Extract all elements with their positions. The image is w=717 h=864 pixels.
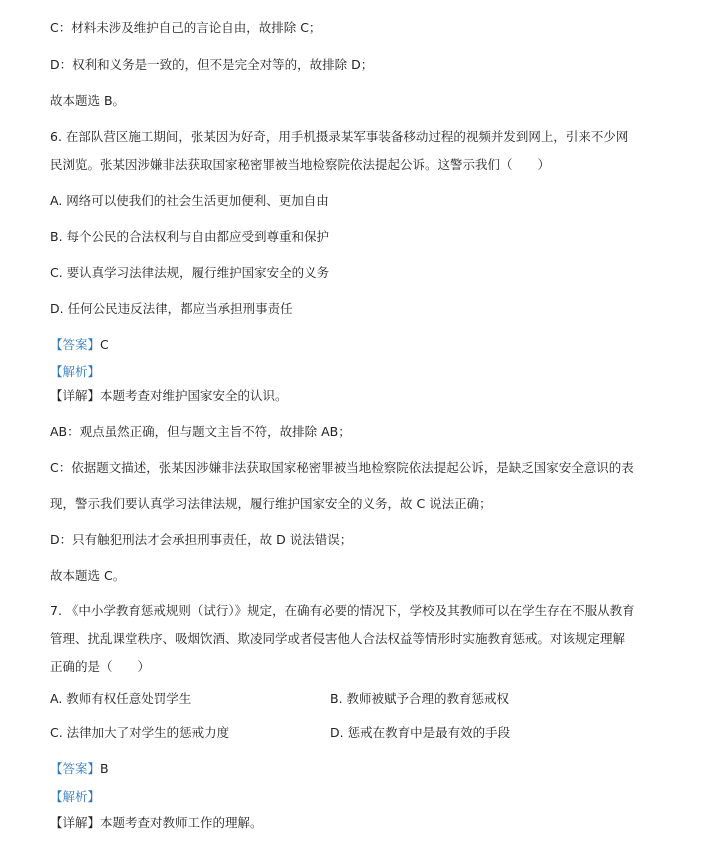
question-7-option-d: D. 惩戒在教育中是最有效的手段 [330, 725, 511, 740]
question-6-detail [50, 388, 288, 404]
explanation-line: D：权利和义务是一致的，但不是完全对等的，故排除 D； [50, 57, 374, 72]
question-6-option-c: C. 要认真学习法律法规，履行维护国家安全的义务 [50, 265, 330, 280]
analysis-tag: 【解析】 [50, 364, 101, 379]
explanation-line: D：只有触犯刑法才会承担刑事责任，故 D 说法错误； [50, 532, 353, 547]
question-6-stem: 民浏览。张某因涉嫌非法获取国家秘密罪被当地检察院依法提起公诉。这警示我们（ ） [50, 157, 551, 172]
explanation-line: C：依据题文描述，张某因涉嫌非法获取国家秘密罪被当地检察院依法提起公诉，是缺乏国家安全意识的表 [50, 460, 634, 475]
analysis-tag: 【解析】 [50, 789, 101, 804]
question-6-stem: 6. 在部队营区施工期间，张某因为好奇，用手机摄录某军事装备移动过程的视频并发到网上，引来不少网 [50, 129, 629, 144]
question-7-answer [50, 761, 109, 777]
question-7-option-b: B. 教师被赋予合理的教育惩戒权 [330, 691, 510, 706]
answer-value: B [100, 761, 109, 776]
detail-text: 本题考查对维护国家安全的认识。 [100, 388, 288, 403]
answer-tag: 【答案】 [50, 337, 101, 352]
question-7-stem: 正确的是（ ） [50, 659, 151, 674]
question-7-stem: 管理、扰乱课堂秩序、吸烟饮酒、欺凌同学或者侵害他人合法权益等情形时实施教育惩戒。对该规定理解 [50, 631, 626, 646]
answer-tag: 【答案】 [50, 761, 101, 776]
question-6-option-d: D. 任何公民违反法律，都应当承担刑事责任 [50, 301, 293, 316]
question-6-answer [50, 337, 109, 353]
detail-tag: 【详解】 [50, 815, 101, 830]
question-7-detail [50, 815, 263, 831]
answer-value: C [100, 337, 109, 352]
conclusion-line: 故本题选 B。 [50, 93, 126, 108]
explanation-line: C：材料未涉及维护自己的言论自由，故排除 C； [50, 20, 322, 35]
conclusion-line: 故本题选 C。 [50, 568, 126, 583]
question-7-stem: 7. 《中小学教育惩戒规则（试行）》规定，在确有必要的情况下，学校及其教师可以在学生存在不服从教育 [50, 603, 635, 618]
question-6-option-b: B. 每个公民的合法权利与自由都应受到尊重和保护 [50, 229, 330, 244]
detail-text: 本题考查对教师工作的理解。 [100, 815, 263, 830]
explanation-line: AB：观点虽然正确，但与题文主旨不符，故排除 AB； [50, 424, 351, 439]
detail-tag: 【详解】 [50, 388, 101, 403]
question-7-option-c: C. 法律加大了对学生的惩戒力度 [50, 725, 230, 740]
question-6-option-a: A. 网络可以使我们的社会生活更加便利、更加自由 [50, 193, 329, 208]
question-7-option-a: A. 教师有权任意处罚学生 [50, 691, 192, 706]
explanation-line: 现，警示我们要认真学习法律法规，履行维护国家安全的义务，故 C 说法正确； [50, 496, 492, 511]
